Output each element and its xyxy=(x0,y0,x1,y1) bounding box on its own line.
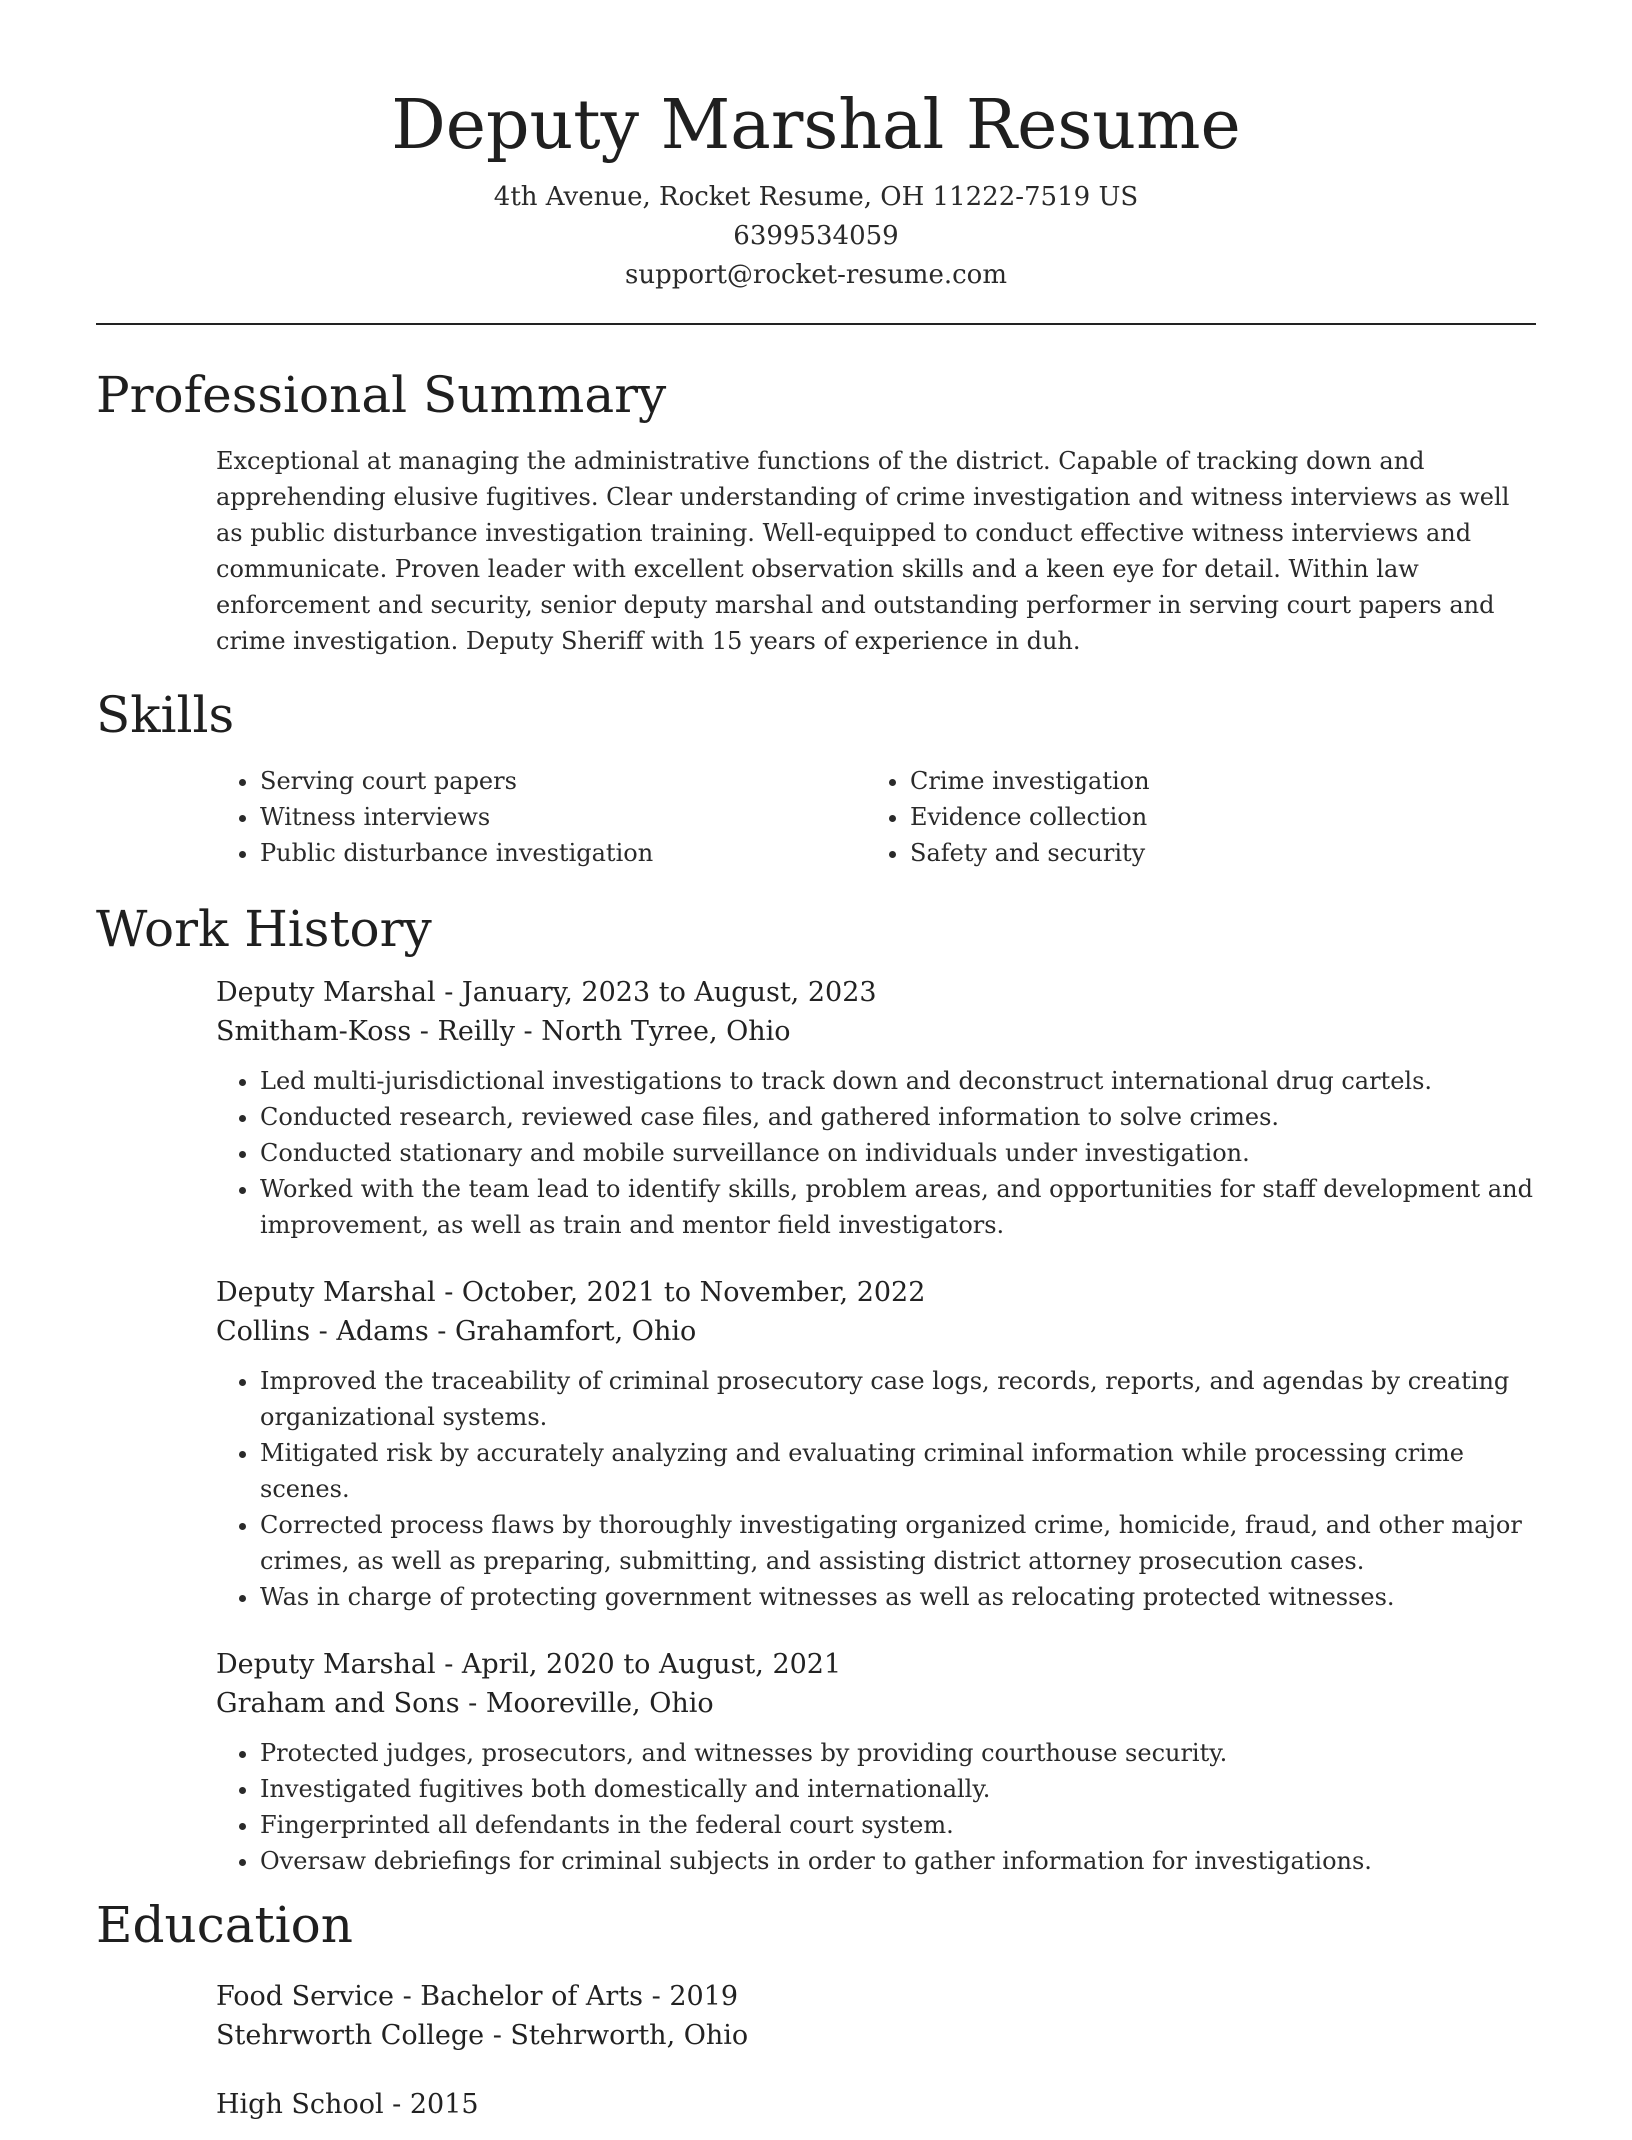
skills-heading: Skills xyxy=(96,686,235,744)
skills-list xyxy=(216,763,1536,871)
skill-item: • Crime investigation xyxy=(910,763,1516,799)
phone: 6399534059 xyxy=(733,221,899,251)
header-divider xyxy=(96,323,1536,325)
education-entry xyxy=(216,2085,1536,2124)
job-bullet: • Conducted stationary and mobile surveillance on individuals under investigation. xyxy=(260,1135,1536,1171)
education-degree-line: Food Service - Bachelor of Arts - 2019 xyxy=(216,1981,739,2012)
skill-item: • Safety and security xyxy=(910,835,1516,871)
skills-column-left xyxy=(216,763,866,871)
resume-page xyxy=(96,0,1536,2140)
job-bullet: • Led multi-jurisdictional investigations to track down and deconstruct international drug cartels. xyxy=(260,1063,1536,1099)
skills-section xyxy=(96,685,1536,871)
job-entry xyxy=(216,973,1536,1243)
job-bullet: • Was in charge of protecting government witnesses as well as relocating protected witnesses. xyxy=(260,1579,1536,1615)
summary-section xyxy=(96,365,1536,659)
job-company-line: Smitham-Koss - Reilly - North Tyree, Ohio xyxy=(216,1016,791,1047)
job-bullet: • Worked with the team lead to identify skills, problem areas, and opportunities for staff development and improvement, as well as train and mentor field investigators. xyxy=(260,1171,1536,1243)
work-history-heading: Work History xyxy=(96,900,432,958)
job-bullet: • Investigated fugitives both domestically and internationally. xyxy=(260,1771,1536,1807)
skill-item: • Evidence collection xyxy=(910,799,1516,835)
contact-info xyxy=(96,178,1536,295)
summary-text: Exceptional at managing the administrative functions of the district. Capable of tracking down and apprehending elusive fugitives. Clear understanding of crime investigation and witness interviews as well as public disturbance investigation training. Well-equipped to conduct effective witness interviews and communicate. Proven leader with excellent observation skills and a keen eye for detail. Within law enforcement and security, senior deputy marshal and outstanding performer in serving court papers and crime investigation. Deputy Sheriff with 15 years of experience in duh. xyxy=(216,447,1510,655)
job-title-line: Deputy Marshal - January, 2023 to August, 2023 xyxy=(216,977,877,1008)
education-school-line: Stehrworth College - Stehrworth, Ohio xyxy=(216,2020,749,2051)
job-entry xyxy=(216,1645,1536,1879)
skill-item: • Public disturbance investigation xyxy=(260,835,866,871)
job-bullet: • Improved the traceability of criminal prosecutory case logs, records, reports, and agendas by creating organizational systems. xyxy=(260,1363,1536,1435)
job-bullet: • Conducted research, reviewed case files, and gathered information to solve crimes. xyxy=(260,1099,1536,1135)
education-section xyxy=(96,1895,1536,2124)
job-bullets xyxy=(216,1735,1536,1879)
job-title-line: Deputy Marshal - October, 2021 to November, 2022 xyxy=(216,1277,926,1308)
job-title-line: Deputy Marshal - April, 2020 to August, 2021 xyxy=(216,1649,842,1680)
education-entry xyxy=(216,1977,1536,2055)
skill-item: • Serving court papers xyxy=(260,763,866,799)
job-company-line: Collins - Adams - Grahamfort, Ohio xyxy=(216,1316,697,1347)
job-company-line: Graham and Sons - Mooreville, Ohio xyxy=(216,1688,714,1719)
job-bullet: • Protected judges, prosecutors, and witnesses by providing courthouse security. xyxy=(260,1735,1536,1771)
resume-title: Deputy Marshal Resume xyxy=(391,86,1241,165)
job-bullets xyxy=(216,1363,1536,1615)
job-bullet: • Mitigated risk by accurately analyzing and evaluating criminal information while processing crime scenes. xyxy=(260,1435,1536,1507)
work-history-section xyxy=(96,899,1536,1879)
job-bullet: • Corrected process flaws by thoroughly investigating organized crime, homicide, fraud, and other major crimes, as well as preparing, submitting, and assisting district attorney prosecution cases. xyxy=(260,1507,1536,1579)
job-bullet: • Fingerprinted all defendants in the federal court system. xyxy=(260,1807,1536,1843)
education-degree-line: High School - 2015 xyxy=(216,2089,479,2120)
job-bullet: • Oversaw debriefings for criminal subjects in order to gather information for investigations. xyxy=(260,1843,1536,1879)
skills-column-right xyxy=(866,763,1516,871)
email: support@rocket-resume.com xyxy=(624,260,1007,290)
skill-item: • Witness interviews xyxy=(260,799,866,835)
address: 4th Avenue, Rocket Resume, OH 11222-7519 US xyxy=(493,182,1139,212)
education-heading: Education xyxy=(96,1896,353,1954)
summary-heading: Professional Summary xyxy=(96,366,667,424)
job-bullets xyxy=(216,1063,1536,1243)
job-entry xyxy=(216,1273,1536,1615)
resume-header xyxy=(96,0,1536,295)
